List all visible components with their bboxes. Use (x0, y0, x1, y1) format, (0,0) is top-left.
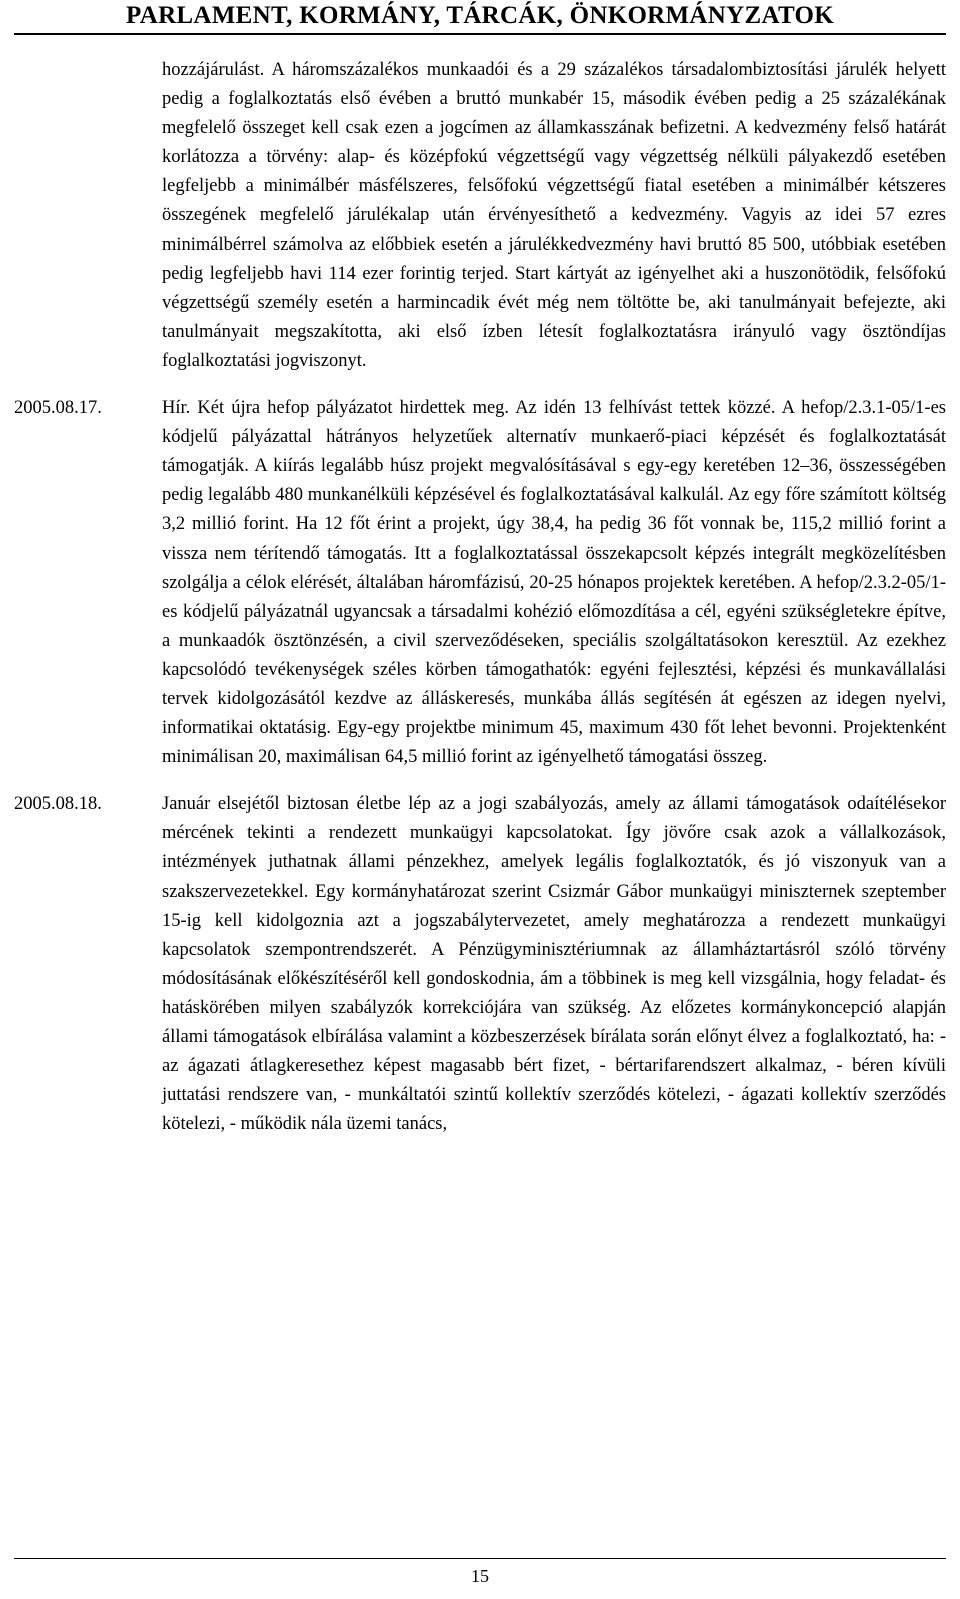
footer-rule (14, 1558, 946, 1559)
entry-2005-08-17 (14, 394, 946, 772)
entry-date: 2005.08.18. (14, 794, 102, 815)
header-rule (14, 33, 946, 35)
entry-text: Hír. Két újra hefop pályázatot hirdettek meg. Az idén 13 felhívást tettek közzé. A hefop/2.3.1-05/1-es kódjelű pályázattal hátrányos helyzetűek alternatív munkaerő-piaci képzését és foglalkoztatását támogatják. A kiírás legalább húsz projekt megvalósításával s egy-egy keretében 12–36, összességében pedig legalább 480 munkanélküli képzésével és foglalkoztatásával kalkulál. Az egy főre számított költség 3,2 millió forint. Ha 12 főt érint a projekt, úgy 38,4, ha pedig 36 főt vonnak be, 115,2 millió forint a vissza nem térítendő támogatás. Itt a foglalkoztatással összekapcsolt képzés integrált megközelítésben szolgálja a célok elérését, általában háromfázisú, 20-25 hónapos projektek keretében. A hefop/2.3.2-05/1-es kódjelű pályázatnál ugyancsak a társadalmi kohézió előmozdítása a cél, egyéni szükségletekre építve, a munkaadók ösztönzésén, a civil szerveződéseken, speciális szolgáltatásokon keresztül. Az ezekhez kapcsolódó tevékenységek széles körben támogathatók: egyéni fejlesztési, képzési és munkavállalási tervek kidolgozásától kezdve az álláskeresés, munkába állás segítésén át egészen az idegen nyelvi, informatikai oktatásig. Egy-egy projektbe minimum 45, maximum 430 főt lehet bevonni. Projektenként minimálisan 20, maximálisan 64,5 millió forint az igényelhető támogatási összeg. (162, 398, 946, 768)
entry-text: hozzájárulást. A háromszázalékos munkaadói és a 29 százalékos társadalombiztosítási járulék helyett pedig a foglalkoztatás első évében a bruttó munkabér 15, második évében pedig a 25 százalékának megfelelő összeget kell csak ezen a jogcímen az államkasszának befizetni. A kedvezmény felső határát korlátozza a törvény: alap- és középfokú végzettségű vagy végzettség nélküli pályakezdő esetében legfeljebb a minimálbér másfélszeres, felsőfokú végzettségű fiatal esetében a minimálbér kétszeres összegének megfelelő járulékalap után érvényesíthető a kedvezmény. Vagyis az idei 57 ezres minimálbérrel számolva az előbbiek esetén a járulékkedvezmény havi bruttó 85 500, utóbbiak esetében pedig legfeljebb havi 114 ezer forintig terjed. Start kártyát az igényelhet aki a huszonötödik, felsőfokú végzettségű személy esetén a harmincadik évét még nem töltötte be, aki tanulmányait befejezte, aki tanulmányait megszakította, aki első ízben létesít foglalkoztatásra irányuló vagy ösztöndíjas foglalkoztatási jogviszonyt. (162, 60, 946, 371)
page-footer (0, 1558, 960, 1599)
document-body (14, 56, 946, 1157)
entry-date (14, 56, 162, 376)
page-title: PARLAMENT, KORMÁNY, TÁRCÁK, ÖNKORMÁNYZATOK (126, 2, 834, 29)
entry-continuation (14, 56, 946, 376)
entry-2005-08-18 (14, 790, 946, 1139)
page-number: 15 (471, 1566, 489, 1586)
entry-date: 2005.08.17. (14, 398, 102, 419)
entry-text: Január elsejétől biztosan életbe lép az a jogi szabályozás, amely az állami támogatások odaítélésekor mércének tekinti a rendezett munkaügyi kapcsolatokat. Így jövőre csak azok a vállalkozások, intézmények juthatnak állami pénzekhez, amelyek legális foglalkoztatók, és jó viszonyuk van a szakszervezetekkel. Egy kormányhatározat szerint Csizmár Gábor munkaügyi miniszternek szeptember 15-ig kell kidolgoznia azt a jogszabálytervezetet, amely meghatározza a rendezett munkaügyi kapcsolatok szempontrendszerét. A Pénzügyminisztériumnak az államháztartásról szóló törvény módosításának előkészítéséről kell gondoskodnia, ám a többinek is meg kell vizsgálnia, hogy feladat- és hatáskörében milyen szabályzók korrekciójára van szükség. Az előzetes kormánykoncepció alapján állami támogatások elbírálása valamint a közbeszerzések bírálata során előnyt élvez a foglalkoztató, ha: - az ágazati átlagkeresethez képest magasabb bért fizet, - bértarifarendszert alkalmaz, - béren kívüli juttatási rendszere van, - munkáltatói szintű kollektív szerződés kötelezi, - ágazati kollektív szerződés kötelezi, - működik nála üzemi tanács, (162, 794, 946, 1135)
page-header (0, 0, 960, 38)
